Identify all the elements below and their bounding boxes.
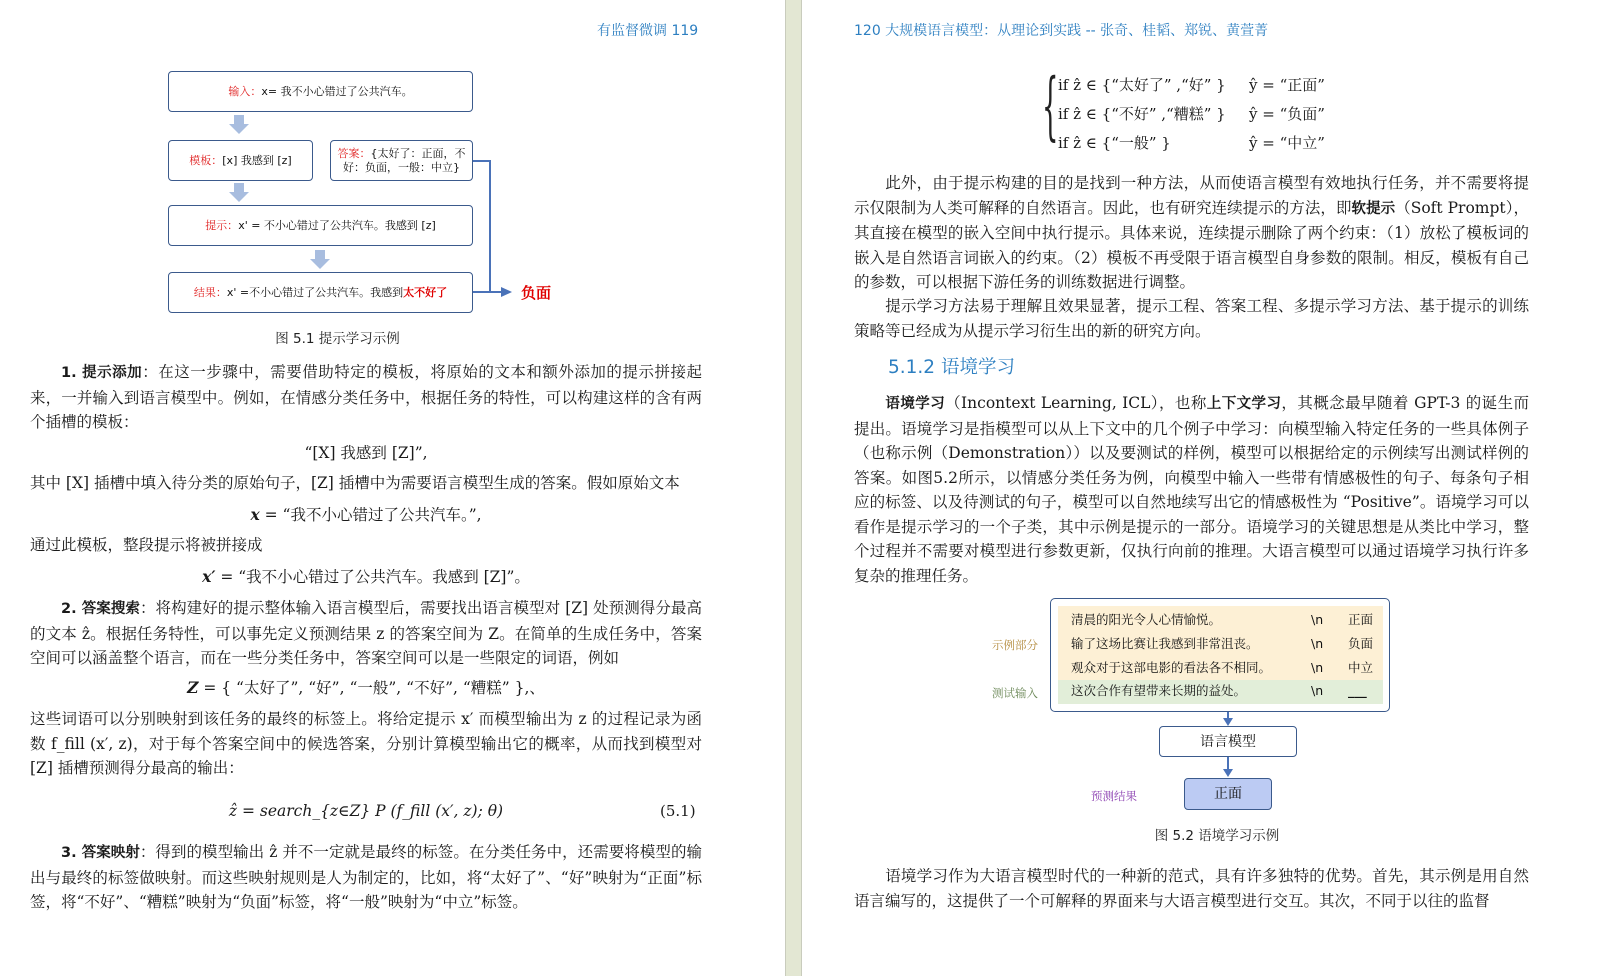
- paragraph-prompt-addition: [30, 360, 702, 435]
- demo-row: [1058, 632, 1383, 656]
- template-box: [168, 140, 313, 181]
- demo-row: [1058, 608, 1383, 632]
- row-separator: \n: [1311, 660, 1324, 675]
- prediction-label: 预测结果: [1091, 789, 1137, 803]
- demo-label: 示例部分: [992, 638, 1038, 652]
- math-text: = “我不小心错过了公共汽车。”,: [259, 506, 482, 524]
- input-label: 输入：: [228, 84, 262, 98]
- piecewise-result: ŷ = “中立”: [1249, 134, 1325, 152]
- prompt-text: x' = 不小心错过了公共汽车。我感到 [z]: [238, 218, 436, 232]
- row-sentence: 这次合作有望带来长期的益处。: [1071, 683, 1247, 698]
- paragraph-text: 通过此模板，整段提示将被拼接成: [30, 536, 263, 554]
- paragraph-answer-mapping: [30, 840, 702, 915]
- row-separator: \n: [1311, 683, 1324, 698]
- prediction-box: 正面: [1184, 778, 1272, 810]
- connector-line: [489, 160, 491, 292]
- piecewise-cond: if ẑ ∈ {“不好” ,“糟糕” }: [1058, 105, 1226, 123]
- answer-label: 答案：: [337, 146, 371, 160]
- answer-text-2: 好：负面，一般：中立}: [343, 160, 460, 174]
- demo-row: [1058, 656, 1383, 680]
- row-label: 正面: [1348, 612, 1374, 627]
- input-text: x= 我不小心错过了公共汽车。: [261, 84, 413, 98]
- math-text: = “我不小心错过了公共汽车。我感到 [Z]”。: [215, 568, 530, 586]
- paragraph-text: 此外，由于提示构建的目的是找到一种方法，从而使语言模型有效地执行任务，并不需要将提示仅限制为人类可解释的自然语言。因此，也有研究连续提示的方法，即: [854, 174, 1529, 217]
- paragraph-text: （Incontext Learning, ICL），也称: [945, 394, 1207, 412]
- paragraph-text: 这些词语可以分别映射到该任务的最终的标签上。将给定提示 x′ 而模型输出为 z 的过程记录为函数 f_fill (x′, z)，对于每个答案空间中的候选答案，分别计算模型输出它的概率，从而找到模型对 [Z] 插槽预测得分最高的输出：: [30, 710, 702, 777]
- paragraph-text: ，其概念最早随着 GPT-3 的诞生而提出。语境学习是指模型可以从上下文中的几个例子中学习：向模型输入特定任务的一些具体例子（也称示例（Demonstration））以及要测试的样例，模型可以根据给定的示例续写出测试样例的答案。如图5.2所示，以情感分类任务为例，向模型中输入一些带有情感极性的句子、每条句子相应的标签、以及待测试的句子，模型可以自然地续写出它的情感极性为 “Positive”。语境学习可以看作是提示学习的一个子类，其中示例是提示的一部分。语境学习的关键思想是从类比中学习，整个过程并不需要对模型进行参数更新，仅执行向前的推理。大语言模型可以通过语境学习执行许多复杂的推理任务。: [854, 394, 1530, 585]
- template-equation: “[X] 我感到 [Z]”,: [304, 444, 428, 462]
- row-separator: \n: [1311, 612, 1324, 627]
- math-var: x′: [202, 567, 216, 586]
- figure-caption: 图 5.2 语境学习示例: [1154, 828, 1280, 844]
- right-page: [802, 0, 1599, 976]
- prompt-box: [168, 205, 473, 246]
- connector-line: [473, 160, 490, 162]
- piecewise-cond: if ẑ ∈ {“一般” }: [1058, 134, 1171, 152]
- paragraph-icl-advantages: [854, 864, 1529, 913]
- row-separator: \n: [1311, 636, 1324, 651]
- piecewise-result: ŷ = “负面”: [1249, 105, 1325, 123]
- paragraph-answer-search: [30, 596, 702, 671]
- input-box: [168, 71, 473, 112]
- test-label: 测试输入: [992, 686, 1038, 700]
- test-row: [1058, 679, 1383, 703]
- math-text: = { “太好了”, “好”, “一般”, “不好”, “糟糕” },、: [198, 679, 545, 697]
- bold-term: 软提示: [1351, 200, 1396, 217]
- paragraph-text: 提示学习方法易于理解且效果显著，提示工程、答案工程、多提示学习方法、基于提示的训练策略等已经成为从提示学习衍生出的新的研究方向。: [854, 297, 1529, 340]
- row-sentence: 输了这场比赛让我感到非常沮丧。: [1071, 636, 1259, 651]
- icl-example-panel: [1050, 598, 1390, 712]
- math-var: x: [250, 505, 260, 524]
- paragraph-prompt-methods: [854, 294, 1529, 343]
- row-sentence: 观众对于这部电影的看法各不相同。: [1071, 660, 1272, 675]
- page-header-left: 有监督微调 119: [597, 23, 699, 39]
- x-equation: [30, 503, 702, 527]
- page-gutter-divider: [785, 0, 802, 976]
- prompt-label: 提示：: [205, 218, 239, 232]
- template-text: [x] 我感到 [z]: [222, 153, 292, 167]
- piecewise-cond: if ẑ ∈ {“太好了” ,“好” }: [1058, 76, 1226, 94]
- section-title: 1. 提示添加: [61, 365, 143, 381]
- paragraph-icl: [854, 391, 1529, 588]
- paragraph-text: ：得到的模型输出 ẑ 并不一定就是最终的标签。在分类任务中，还需要将模型的输出与最终的标签做映射。而这些映射规则是人为制定的，比如，将“太好了”、“好”映射为“正面”标签，将“不好”、“糟糕”映射为“负面”标签，将“一般”映射为“中立”标签。: [30, 843, 702, 911]
- row-blank: ___: [1348, 683, 1367, 698]
- result-highlight: 太不好了: [403, 285, 448, 299]
- answer-box: [330, 140, 473, 181]
- result-box: [168, 272, 473, 313]
- piecewise-conditions: [1058, 71, 1226, 158]
- bold-term: 语境学习: [885, 396, 946, 412]
- x-prime-equation: [30, 565, 702, 589]
- equation-5-1: ẑ = search_{z∈Z} P (f_fill (x′, z); θ): [228, 802, 504, 820]
- figure-caption: 图 5.1 提示学习示例: [275, 331, 400, 347]
- paragraph-text: ：在这一步骤中，需要借助特定的模板，将原始的文本和额外添加的提示拼接起来，一并输入到语言模型中。例如，在情感分类任务中，根据任务的特性，可以构建这样的含有两个插槽的模板：: [30, 363, 702, 431]
- row-label: 负面: [1348, 636, 1374, 651]
- equation-number: (5.1): [660, 802, 696, 820]
- answer-text-1: {太好了：正面，不: [370, 146, 466, 160]
- left-page: [0, 0, 785, 976]
- paragraph-text: 语境学习作为大语言模型时代的一种新的范式，具有许多独特的优势。首先，其示例是用自然语言编写的，这提供了一个可解释的界面来与大语言模型进行交互。其次，不同于以往的监督: [854, 867, 1529, 910]
- paragraph-text: （Soft Prompt），其直接在模型的嵌入空间中执行提示。具体来说，连续提示删除了两个约束：（1）放松了模板词的嵌入是自然语言词嵌入的约束。（2）模板不再受限于语言模型自身参数的限制。相反，模板有自己的参数，可以根据下游任务的训练数据进行调整。: [854, 198, 1529, 291]
- answer-space-equation: [30, 676, 702, 700]
- math-var: Z: [187, 678, 199, 697]
- row-sentence: 清晨的阳光令人心情愉悦。: [1071, 612, 1222, 627]
- piecewise-results: [1249, 71, 1325, 158]
- section-heading: 5.1.2 语境学习: [888, 357, 1015, 378]
- paragraph-text: 其中 [X] 插槽中填入待分类的原始句子，[Z] 插槽中为需要语言模型生成的答案。假如原始文本: [30, 474, 680, 492]
- paragraph-text: ：将构建好的提示整体输入语言模型后，需要找出语言模型对 [Z] 处预测得分最高的文本 ẑ。根据任务特性，可以事先定义预测结果 z 的答案空间为 Z。在简单的生成任务中，答案空间可以涵盖整个语言，而在一些分类任务中，答案空间可以是一些限定的词语，例如: [30, 599, 702, 667]
- template-label: 模板：: [189, 153, 223, 167]
- result-label: 结果：: [193, 285, 227, 299]
- down-arrow-icon: [1223, 718, 1233, 726]
- bold-term: 上下文学习: [1206, 396, 1282, 412]
- section-title: 3. 答案映射: [61, 845, 140, 861]
- page-header-right: 120 大规模语言模型：从理论到实践 -- 张奇、桂韬、郑锐、黄萱菁: [854, 23, 1269, 39]
- result-text: x' =不小心错过了公共汽车。我感到: [226, 285, 404, 299]
- right-arrow-icon: [501, 287, 512, 297]
- paragraph-soft-prompt: [854, 171, 1529, 295]
- section-title: 2. 答案搜索: [61, 601, 140, 617]
- output-label: 负面: [521, 284, 552, 302]
- down-arrow-icon: [1223, 769, 1233, 777]
- language-model-box: 语言模型: [1159, 726, 1297, 757]
- connector-line: [473, 291, 503, 293]
- row-label: 中立: [1348, 660, 1374, 675]
- piecewise-result: ŷ = “正面”: [1249, 76, 1325, 94]
- left-brace: {: [1042, 63, 1059, 149]
